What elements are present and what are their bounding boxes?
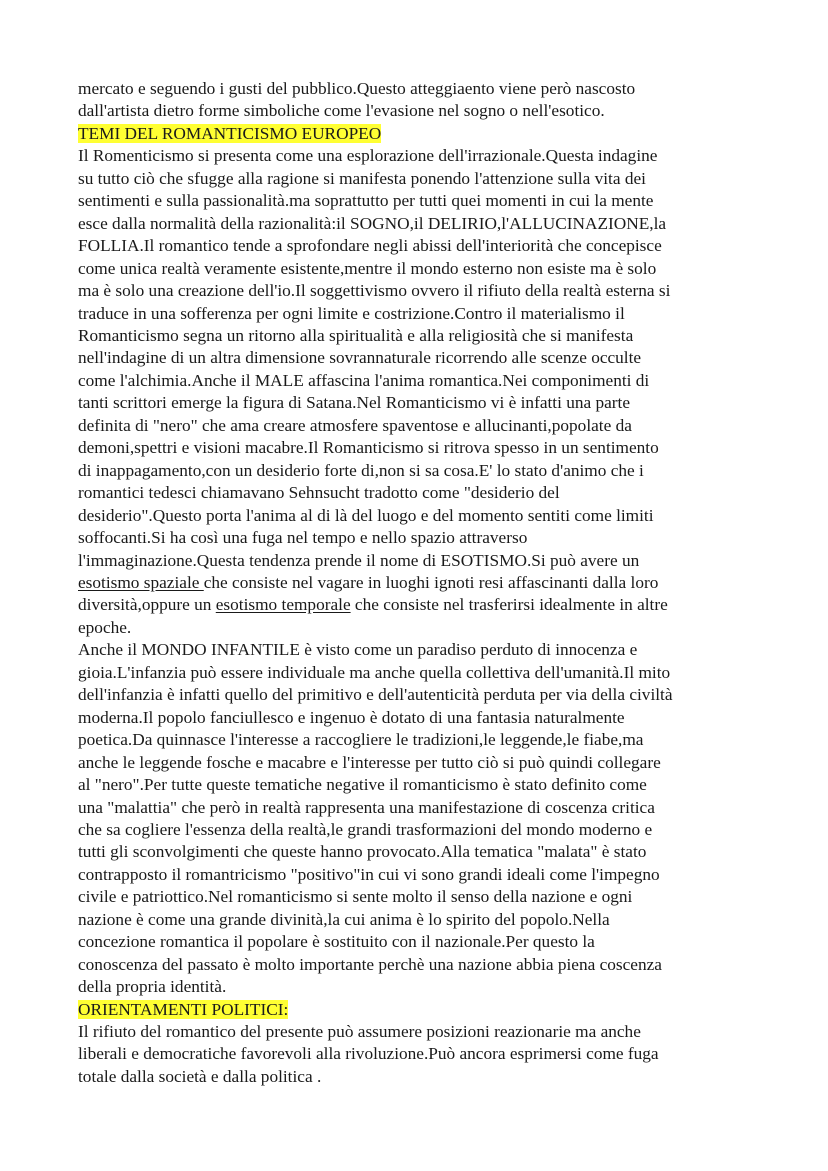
text-line: una "malattia" che però in realtà rappresenta una manifestazione di coscenza critica (78, 797, 655, 817)
text-line: Il rifiuto del romantico del presente può assumere posizioni reazionarie ma anche (78, 1022, 641, 1042)
text-line: di inappagamento,con un desiderio forte di,non si sa cosa.E' lo stato d'animo che i (78, 460, 644, 480)
text-line: romantici tedesci chiamavano Sehnsucht tradotto come "desiderio del (78, 483, 560, 503)
text-line: conoscenza del passato è molto importante perchè una nazione abbia piena coscenza (78, 954, 662, 974)
text-line: nell'indagine di un altra dimensione sovrannaturale ricorrendo alle scenze occulte (78, 348, 642, 368)
text-line: l'immaginazione.Questa tendenza prende il nome di ESOTISMO.Si può avere un (78, 550, 640, 570)
text-line: anche le leggende fosche e macabre e l'interesse per tutto ciò si può quindi collegare (78, 752, 661, 772)
text-line: concezione romantica il popolare è sostituito con il nazionale.Per questo la (78, 932, 595, 952)
text-line: definita di "nero" che ama creare atmosfere spaventose e allucinanti,popolate da (78, 415, 632, 435)
text-segment: che consiste nel vagare in luoghi ignoti resi affascinanti dalla loro (203, 572, 659, 592)
underlined-term-esotismo-spaziale: esotismo spaziale (78, 572, 204, 592)
politics-paragraph (78, 1021, 768, 1088)
text-line: epoche. (78, 617, 132, 637)
text-line: moderna.Il popolo fanciullesco e ingenuo è dotato di una fantasia naturalmente (78, 707, 625, 727)
text-line: della propria identità. (78, 977, 227, 997)
underlined-term-esotismo-temporale: esotismo temporale (215, 595, 351, 615)
highlight-heading-politics: ORIENTAMENTI POLITICI: (78, 999, 289, 1019)
text-line: traduce in una sofferenza per ogni limite e costrizione.Contro il materialismo il (78, 303, 625, 323)
text-segment: che consiste nel trasferirsi idealmente in altre (350, 595, 668, 615)
heading-themes (78, 123, 768, 145)
text-line: dall'artista dietro forme simboliche come l'evasione nel sogno o nell'esotico. (78, 101, 605, 121)
text-line (78, 572, 768, 594)
text-line: esce dalla normalità della razionalità:il SOGNO,il DELIRIO,l'ALLUCINAZIONE,la (78, 213, 667, 233)
text-line: desiderio".Questo porta l'anima al di là del luogo e del momento sentiti come limiti (78, 505, 654, 525)
heading-politics (78, 999, 768, 1021)
text-line: soffocanti.Si ha così una fuga nel tempo e nello spazio attraverso (78, 528, 528, 548)
document-page (78, 78, 768, 1088)
text-segment: diversità,oppure un (78, 595, 216, 615)
text-line: poetica.Da quinnasce l'interesse a raccogliere le tradizioni,le leggende,le fiabe,ma (78, 730, 644, 750)
text-line: FOLLIA.Il romantico tende a sprofondare negli abissi dell'interiorità che concepisce (78, 236, 662, 256)
text-line: Il Romenticismo si presenta come una esplorazione dell'irrazionale.Questa indagine (78, 146, 658, 166)
text-line: Anche il MONDO INFANTILE è visto come un paradiso perduto di innocenza e (78, 640, 638, 660)
text-line: tanti scrittori emerge la figura di Satana.Nel Romanticismo vi è infatti una parte (78, 393, 631, 413)
text-line: civile e patriottico.Nel romanticismo si sente molto il senso della nazione e ogni (78, 887, 633, 907)
text-line: come l'alchimia.Anche il MALE affascina l'anima romantica.Nei componimenti di (78, 370, 650, 390)
text-line: Romanticismo segna un ritorno alla spiritualità e alla religiosità che si manifesta (78, 325, 634, 345)
text-line: gioia.L'infanzia può essere individuale ma anche quella collettiva dell'umanità.Il mito (78, 662, 671, 682)
text-line: totale dalla società e dalla politica . (78, 1066, 322, 1086)
text-line: che sa cogliere l'essenza della realtà,le grandi trasformazioni del mondo moderno e (78, 819, 653, 839)
text-line: sentimenti e sulla passionalità.ma soprattutto per tutti quei momenti in cui la mente (78, 191, 654, 211)
text-line: contrapposto il romantricismo "positivo"in cui vi sono grandi ideali come l'impegno (78, 864, 660, 884)
text-line: demoni,spettri e visioni macabre.Il Romanticismo si ritrova spesso in un sentimento (78, 438, 659, 458)
themes-paragraph (78, 145, 768, 639)
text-line: ma è solo una creazione dell'io.Il soggettivismo ovvero il rifiuto della realtà esterna si (78, 281, 671, 301)
text-line: come unica realtà veramente esistente,mentre il mondo esterno non esiste ma è solo (78, 258, 657, 278)
text-line: liberali e democratiche favorevoli alla rivoluzione.Può ancora esprimersi come fuga (78, 1044, 659, 1064)
infantile-paragraph (78, 639, 768, 998)
highlight-heading-themes: TEMI DEL ROMANTICISMO EUROPEO (78, 123, 382, 143)
text-line: mercato e seguendo i gusti del pubblico.Questo atteggiaento viene però nascosto (78, 79, 636, 98)
text-line: al "nero".Per tutte queste tematiche negative il romanticismo è stato definito come (78, 775, 647, 795)
text-line (78, 594, 768, 616)
text-line: tutti gli sconvolgimenti che queste hanno provocato.Alla tematica "malata" è stato (78, 842, 647, 862)
text-line: nazione è come una grande divinità,la cui anima è lo spirito del popolo.Nella (78, 909, 610, 929)
intro-paragraph (78, 78, 768, 123)
text-line: dell'infanzia è infatti quello del primitivo e dell'autenticità perduta per via della civiltà (78, 685, 673, 705)
text-line: su tutto ciò che sfugge alla ragione si manifesta ponendo l'attenzione sulla vita dei (78, 168, 646, 188)
